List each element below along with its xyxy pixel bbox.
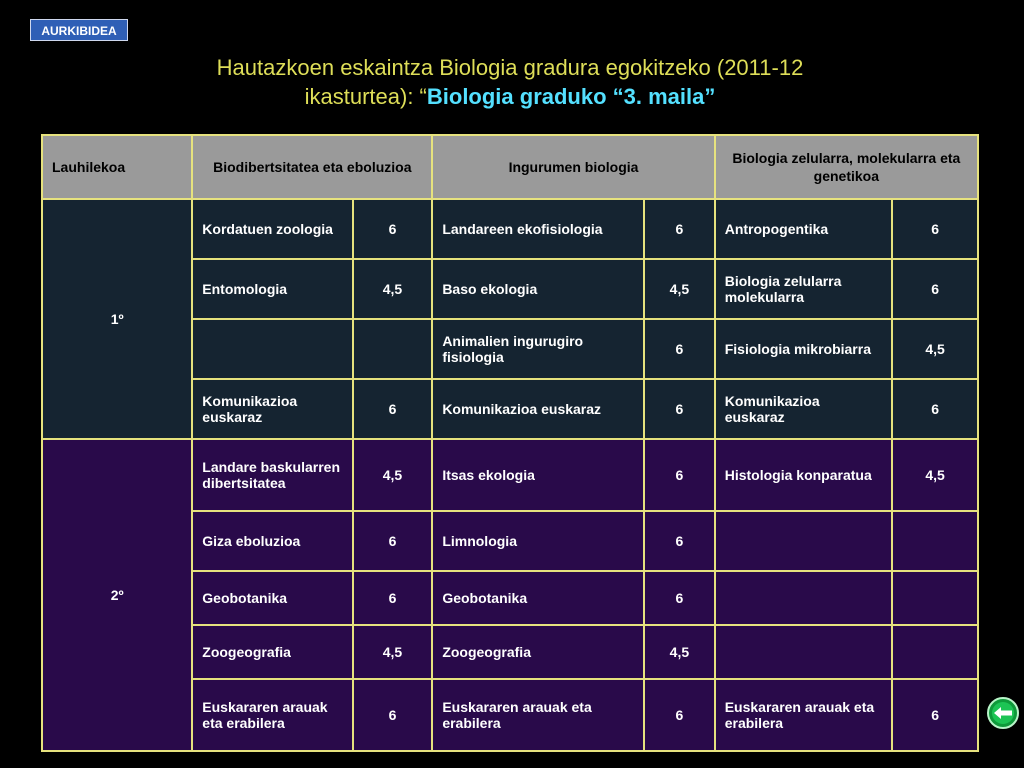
credits-cell: 6	[644, 379, 715, 439]
course-cell: Zoogeografia	[432, 625, 644, 679]
credits-cell: 4,5	[892, 439, 978, 511]
credits-cell: 6	[644, 571, 715, 625]
course-cell: Euskararen arauak eta erabilera	[192, 679, 352, 751]
credits-cell: 6	[644, 319, 715, 379]
course-cell: Komunikazioa euskaraz	[715, 379, 893, 439]
credits-cell: 6	[644, 199, 715, 259]
course-cell: Komunikazioa euskaraz	[432, 379, 644, 439]
title-line2	[80, 82, 940, 111]
course-cell: Landareen ekofisiologia	[432, 199, 644, 259]
header-environment: Ingurumen biologia	[432, 135, 714, 199]
course-cell: Biologia zelularra molekularra	[715, 259, 893, 319]
course-cell	[715, 511, 893, 571]
credits-cell: 6	[892, 199, 978, 259]
course-cell: Fisiologia mikrobiarra	[715, 319, 893, 379]
title-highlight: Biologia graduko “3. maila”	[426, 84, 716, 109]
title-line1: Hautazkoen eskaintza Biologia gradura egokitzeko (2011-12	[216, 55, 804, 80]
credits-cell: 4,5	[644, 625, 715, 679]
semester-label: 2º	[42, 439, 192, 751]
credits-cell: 6	[353, 511, 433, 571]
credits-cell: 6	[892, 679, 978, 751]
header-cell-biology: Biologia zelularra, molekularra eta genetikoa	[715, 135, 978, 199]
course-cell	[715, 571, 893, 625]
course-cell: Euskararen arauak eta erabilera	[432, 679, 644, 751]
course-cell: Histologia konparatua	[715, 439, 893, 511]
course-cell: Komunikazioa euskaraz	[192, 379, 352, 439]
header-semester: Lauhilekoa	[42, 135, 192, 199]
credits-cell: 4,5	[353, 439, 433, 511]
credits-cell: 4,5	[892, 319, 978, 379]
course-cell: Geobotanika	[432, 571, 644, 625]
table-row	[42, 199, 978, 259]
credits-cell: 6	[644, 439, 715, 511]
credits-cell: 6	[353, 379, 433, 439]
semester-label: 1º	[42, 199, 192, 439]
header-biodiversity: Biodibertsitatea eta eboluzioa	[192, 135, 432, 199]
credits-cell	[353, 319, 433, 379]
header-row	[42, 135, 978, 199]
credits-cell: 4,5	[644, 259, 715, 319]
course-cell: Giza eboluzioa	[192, 511, 352, 571]
course-cell: Baso ekologia	[432, 259, 644, 319]
course-cell: Landare baskularren dibertsitatea	[192, 439, 352, 511]
credits-cell: 6	[644, 679, 715, 751]
aurkibidea-button[interactable]: AURKIBIDEA	[30, 19, 128, 41]
course-cell	[715, 625, 893, 679]
course-cell: Entomologia	[192, 259, 352, 319]
course-cell: Limnologia	[432, 511, 644, 571]
credits-cell: 6	[353, 679, 433, 751]
course-cell: Itsas ekologia	[432, 439, 644, 511]
credits-cell: 6	[892, 259, 978, 319]
course-cell: Zoogeografia	[192, 625, 352, 679]
credits-cell	[892, 571, 978, 625]
course-cell: Euskararen arauak eta erabilera	[715, 679, 893, 751]
course-cell: Kordatuen zoologia	[192, 199, 352, 259]
credits-cell: 4,5	[353, 625, 433, 679]
credits-cell: 6	[353, 199, 433, 259]
page-title	[80, 53, 940, 111]
course-cell: Animalien ingurugiro fisiologia	[432, 319, 644, 379]
credits-cell: 6	[353, 571, 433, 625]
course-cell	[192, 319, 352, 379]
courses-table	[41, 134, 979, 752]
credits-cell: 6	[892, 379, 978, 439]
course-cell: Antropogentika	[715, 199, 893, 259]
back-arrow-icon[interactable]	[987, 697, 1019, 729]
credits-cell: 6	[644, 511, 715, 571]
credits-cell: 4,5	[353, 259, 433, 319]
credits-cell	[892, 625, 978, 679]
table-row	[42, 439, 978, 511]
credits-cell	[892, 511, 978, 571]
title-line2-prefix: ikasturtea): “	[304, 84, 427, 109]
course-cell: Geobotanika	[192, 571, 352, 625]
